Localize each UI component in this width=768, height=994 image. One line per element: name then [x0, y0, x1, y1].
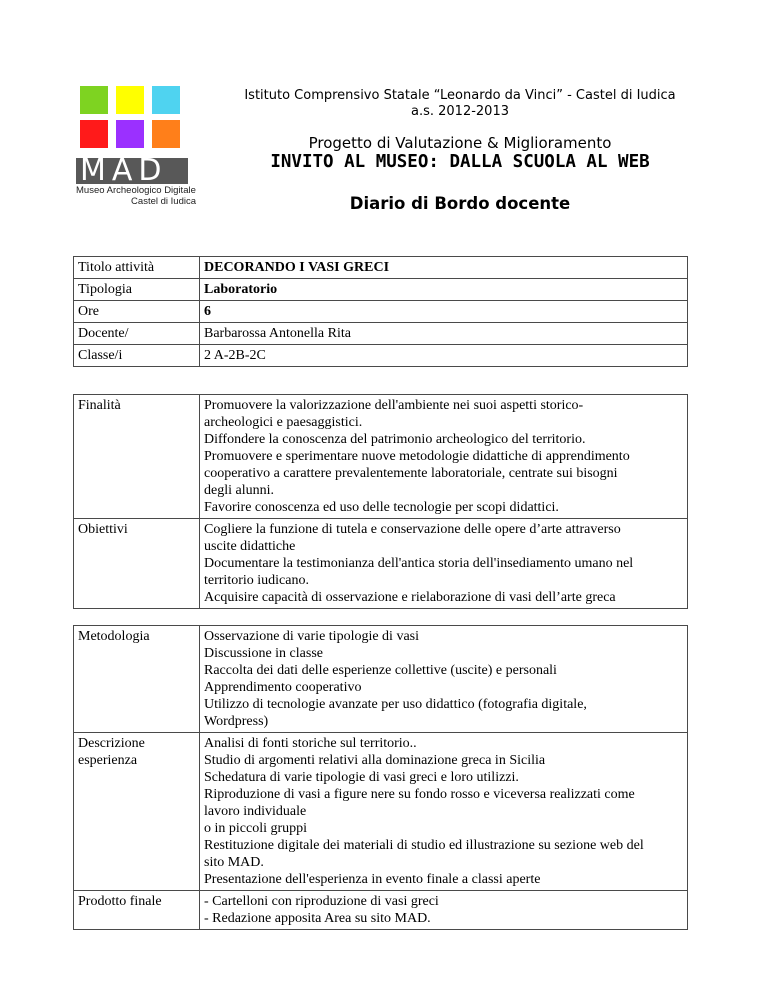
- activity-info-table: [73, 256, 688, 367]
- logo-square-purple: [116, 120, 144, 148]
- document-title: INVITO AL MUSEO: DALLA SCUOLA AL WEB: [270, 152, 650, 172]
- method-value-line: Riproduzione di vasi a figure nere su fondo rosso e viceversa realizzati come: [204, 787, 635, 802]
- goals-value-line: degli alunni.: [204, 483, 274, 498]
- info-row-classe-i: [74, 345, 688, 367]
- info-label: Classe/i: [74, 345, 200, 367]
- info-value: DECORANDO I VASI GRECI: [200, 257, 688, 279]
- method-value-line: Discussione in classe: [204, 646, 323, 661]
- school-year: a.s. 2012-2013: [411, 104, 509, 119]
- goals-value-line: uscite didattiche: [204, 539, 296, 554]
- method-value-line: Apprendimento cooperativo: [204, 680, 362, 695]
- info-row-ore: [74, 301, 688, 323]
- goals-value-line: Diffondere la conoscenza del patrimonio archeologico del territorio.: [204, 432, 586, 447]
- school-name: Istituto Comprensivo Statale “Leonardo da Vinci” - Castel di Iudica: [244, 88, 676, 103]
- info-row-docente: [74, 323, 688, 345]
- logo-square-cyan: [152, 86, 180, 114]
- goals-value-line: Acquisire capacità di osservazione e rielaborazione di vasi dell’arte greca: [204, 590, 616, 605]
- info-row-tipologia: [74, 279, 688, 301]
- method-value-line: Utilizzo di tecnologie avanzate per uso didattico (fotografia digitale,: [204, 697, 587, 712]
- method-label-line: Metodologia: [78, 629, 150, 644]
- info-value: 2 A-2B-2C: [200, 345, 688, 367]
- method-value: [200, 626, 688, 733]
- goals-value-line: Promuovere la valorizzazione dell'ambiente nei suoi aspetti storico-: [204, 398, 584, 413]
- method-value-line: Studio di argomenti relativi alla dominazione greca in Sicilia: [204, 753, 546, 768]
- mad-logo: [76, 86, 196, 206]
- goals-value: [200, 519, 688, 609]
- goals-value-line: Promuovere e sperimentare nuove metodologie didattiche di apprendimento: [204, 449, 630, 464]
- method-value-line: lavoro individuale: [204, 804, 307, 819]
- method-value-line: Wordpress): [204, 714, 269, 729]
- method-label-line: esperienza: [78, 753, 138, 768]
- method-value: [200, 891, 688, 930]
- goals-label: [74, 395, 200, 519]
- method-value-line: o in piccoli gruppi: [204, 821, 308, 836]
- logo-mad-letters: MAD: [80, 153, 168, 188]
- method-value-line: - Cartelloni con riproduzione di vasi greci: [204, 894, 439, 909]
- info-value: 6: [200, 301, 688, 323]
- method-row-prodotto-finale: [74, 891, 688, 930]
- info-label: Docente/: [74, 323, 200, 345]
- logo-square-red: [80, 120, 108, 148]
- method-label: [74, 626, 200, 733]
- method-value-line: Osservazione di varie tipologie di vasi: [204, 629, 419, 644]
- logo-square-orange: [152, 120, 180, 148]
- logo-subtitle-line1: Museo Archeologico Digitale: [76, 185, 196, 196]
- info-label: Tipologia: [74, 279, 200, 301]
- goals-label: [74, 519, 200, 609]
- method-value-line: Raccolta dei dati delle esperienze collettive (uscite) e personali: [204, 663, 557, 678]
- logo-square-yellow: [116, 86, 144, 114]
- goals-value-line: Documentare la testimonianza dell'antica storia dell'insediamento umano nel: [204, 556, 634, 571]
- method-label: [74, 891, 200, 930]
- method-label-line: Prodotto finale: [78, 894, 162, 909]
- method-value-line: Presentazione dell'esperienza in evento finale a classi aperte: [204, 872, 541, 887]
- method-value-line: - Redazione apposita Area su sito MAD.: [204, 911, 431, 926]
- info-label: Titolo attività: [74, 257, 200, 279]
- goals-value-line: cooperativo a carattere prevalentemente laboratoriale, centrate sui bisogni: [204, 466, 618, 481]
- logo-square-green: [80, 86, 108, 114]
- goals-value: [200, 395, 688, 519]
- method-value-line: Schedatura di varie tipologie di vasi greci e loro utilizzi.: [204, 770, 519, 785]
- goals-row-finalita: [74, 395, 688, 519]
- method-value-line: sito MAD.: [204, 855, 264, 870]
- document-subtitle: Diario di Bordo docente: [349, 194, 571, 213]
- info-label: Ore: [74, 301, 200, 323]
- goals-label-line: Finalità: [78, 398, 121, 413]
- goals-row-obiettivi: [74, 519, 688, 609]
- method-label: [74, 733, 200, 891]
- method-row-metodologia: [74, 626, 688, 733]
- logo-subtitle: [76, 185, 198, 207]
- info-value: Laboratorio: [200, 279, 688, 301]
- goals-value-line: Favorire conoscenza ed uso delle tecnologie per scopi didattici.: [204, 500, 559, 515]
- goals-table: [73, 394, 688, 609]
- goals-value-line: archeologici e paesaggistici.: [204, 415, 363, 430]
- goals-label-line: Obiettivi: [78, 522, 128, 537]
- method-table: [73, 625, 688, 930]
- method-value-line: Analisi di fonti storiche sul territorio..: [204, 736, 417, 751]
- logo-subtitle-line2: Castel di Iudica: [131, 196, 196, 207]
- method-label-line: Descrizione: [78, 736, 145, 751]
- method-value-line: Restituzione digitale dei materiali di studio ed illustrazione su sezione web del: [204, 838, 644, 853]
- method-value: [200, 733, 688, 891]
- method-row-descrizione-esperienza: [74, 733, 688, 891]
- info-value: Barbarossa Antonella Rita: [200, 323, 688, 345]
- project-name: Progetto di Valutazione & Miglioramento: [308, 134, 612, 152]
- info-row-titolo-attivita: [74, 257, 688, 279]
- goals-value-line: Cogliere la funzione di tutela e conservazione delle opere d’arte attraverso: [204, 522, 621, 537]
- goals-value-line: territorio iudicano.: [204, 573, 309, 588]
